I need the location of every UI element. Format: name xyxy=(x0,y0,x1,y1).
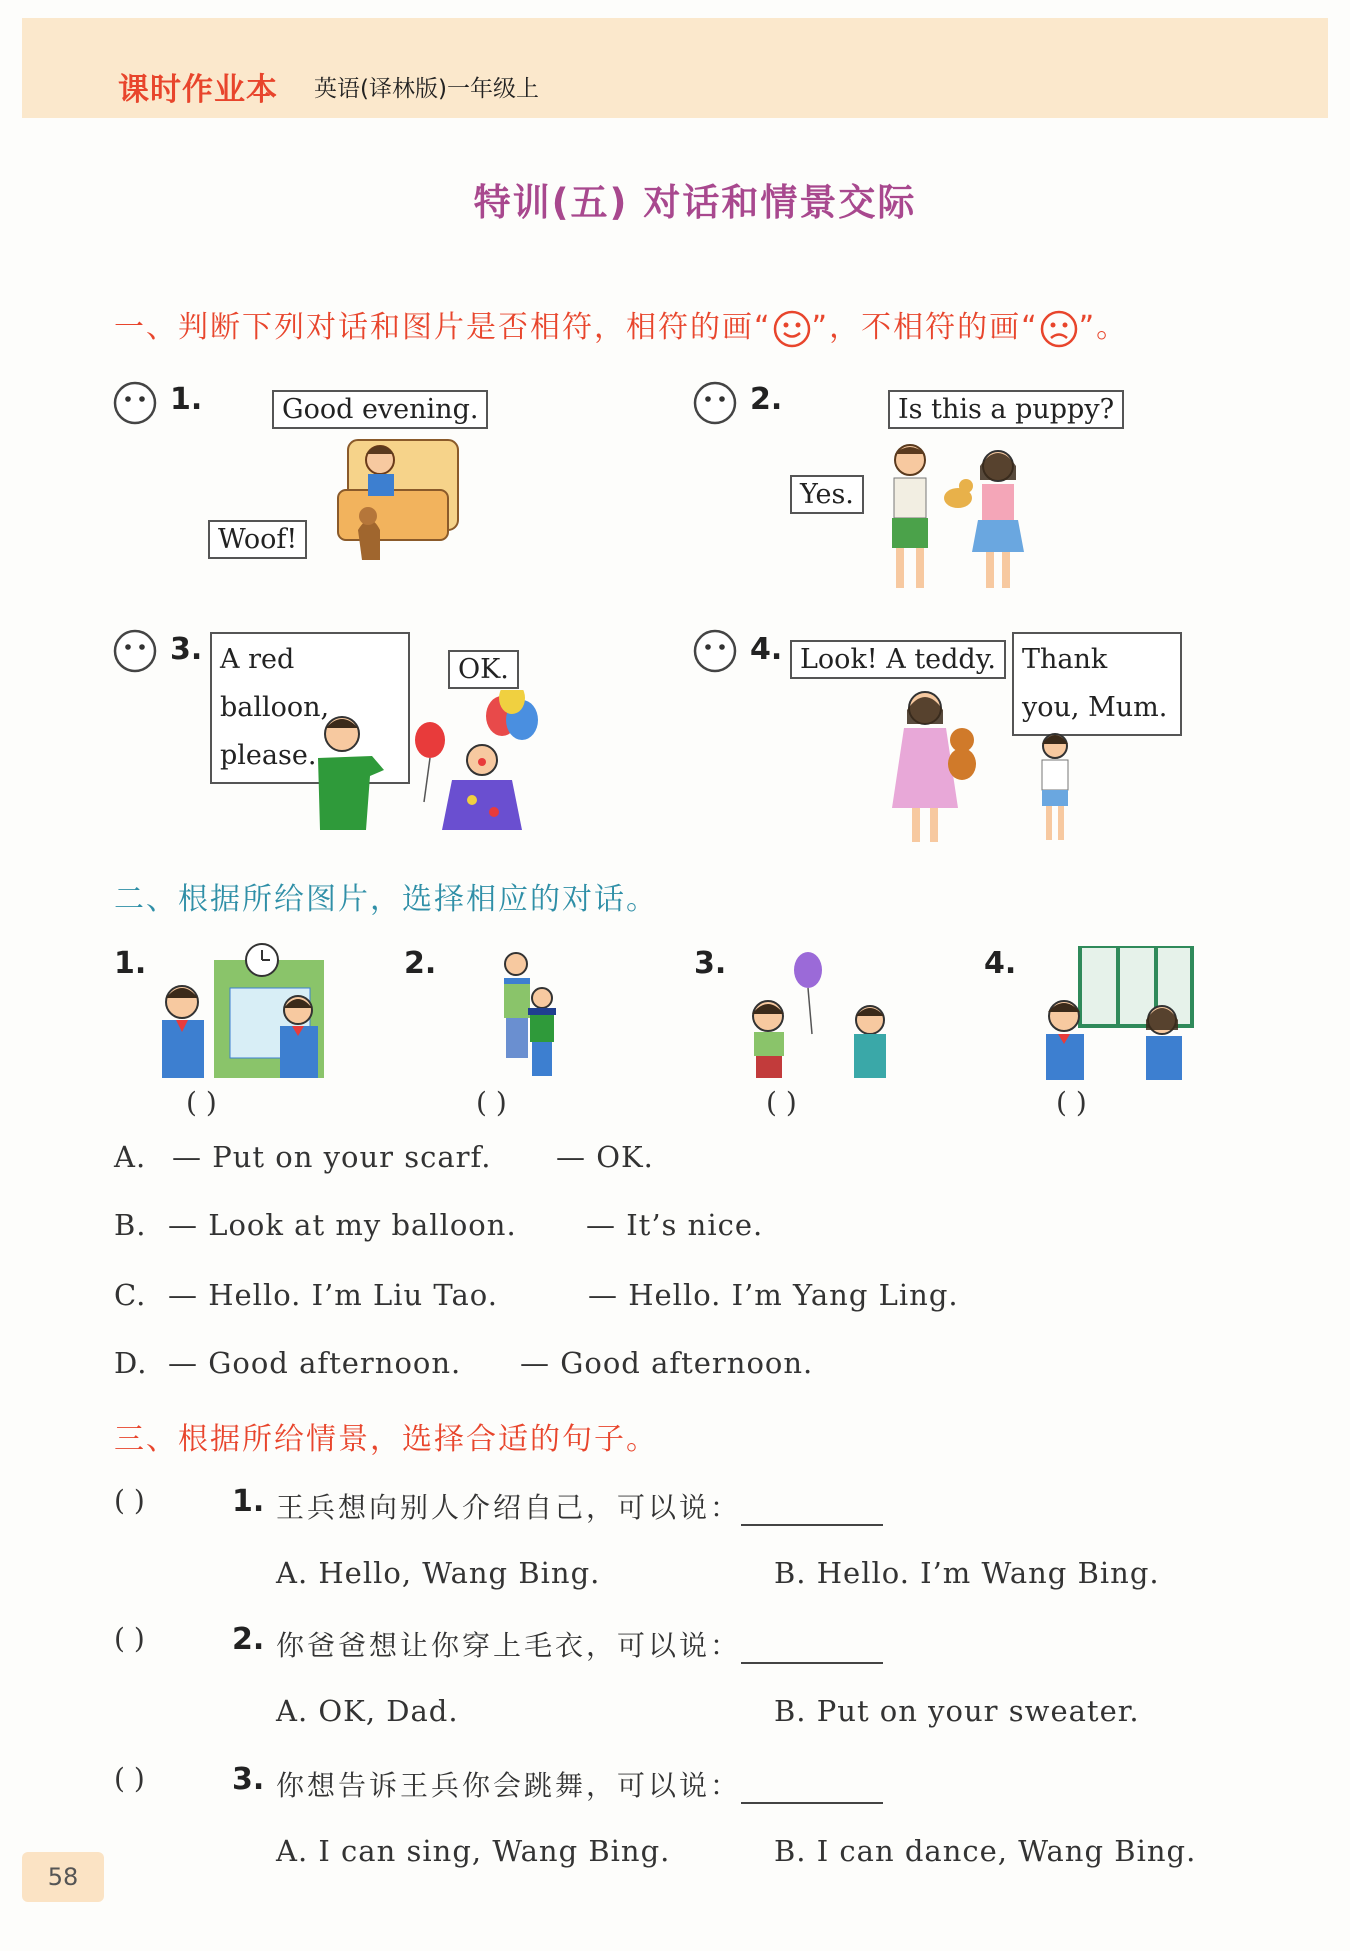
fill-blank-line[interactable] xyxy=(741,1772,883,1804)
speech-bubble: Good evening. xyxy=(272,390,488,429)
question-2-option-a: A. OK, Dad. xyxy=(276,1694,459,1728)
answer-blank[interactable]: ( ) xyxy=(114,1762,145,1795)
option-d-letter: D. xyxy=(114,1346,148,1380)
option-a-letter: A. xyxy=(114,1140,147,1174)
question-3-option-a: A. I can sing, Wang Bing. xyxy=(276,1834,671,1868)
blank-face-icon[interactable] xyxy=(112,628,158,674)
speech-bubble: Is this a puppy? xyxy=(888,390,1124,429)
option-a-line2: — OK. xyxy=(556,1140,654,1174)
answer-blank[interactable]: ( ) xyxy=(1056,1086,1087,1119)
speech-bubble: A red balloon, please. xyxy=(210,632,410,784)
answer-blank[interactable]: ( ) xyxy=(114,1484,145,1517)
speech-bubble: Woof! xyxy=(208,520,307,559)
book-subtitle: 英语(译林版)一年级上 xyxy=(314,76,539,102)
boy-clown-balloons-illustration xyxy=(312,690,552,830)
question-3-number: 3. xyxy=(232,1762,265,1797)
mother-daughter-teddy-illustration xyxy=(880,688,1080,848)
answer-blank[interactable]: ( ) xyxy=(766,1086,797,1119)
brand-title: 课时作业本 xyxy=(118,72,278,108)
question-1-text: 王兵想向别人介绍自己，可以说： xyxy=(276,1486,883,1526)
clock-greeting-illustration xyxy=(152,940,328,1080)
section-1-prefix: 一、判断下列对话和图片是否相符，相符的画“ xyxy=(114,310,772,345)
question-3-option-b: B. I can dance, Wang Bing. xyxy=(774,1834,1197,1868)
blank-face-icon[interactable] xyxy=(692,628,738,674)
speech-bubble: OK. xyxy=(448,650,519,689)
boy-girl-duck-illustration xyxy=(870,440,1040,600)
option-b-line2: — It’s nice. xyxy=(586,1208,764,1242)
answer-blank[interactable]: ( ) xyxy=(476,1086,507,1119)
option-b-letter: B. xyxy=(114,1208,147,1242)
option-c-line2: — Hello. I’m Yang Ling. xyxy=(588,1278,959,1312)
answer-blank[interactable]: ( ) xyxy=(186,1086,217,1119)
question-3-text: 你想告诉王兵你会跳舞，可以说： xyxy=(276,1764,883,1804)
section-1-heading xyxy=(114,302,1128,349)
picture-1-number: 1. xyxy=(114,946,147,981)
picture-3-number: 3. xyxy=(694,946,727,981)
speech-bubble: Yes. xyxy=(790,475,864,514)
option-a-line1: — Put on your scarf. xyxy=(172,1140,492,1174)
section-1-middle: ”，不相符的画“ xyxy=(811,310,1039,345)
item-1-number: 1. xyxy=(170,382,203,417)
balloon-illustration xyxy=(742,946,902,1080)
page-title: 特训(五) 对话和情景交际 xyxy=(473,181,917,224)
section-3-heading: 三、根据所给情景，选择合适的句子。 xyxy=(114,1422,658,1457)
item-4-number: 4. xyxy=(750,632,783,667)
item-2-number: 2. xyxy=(750,382,783,417)
sad-face-icon xyxy=(1039,309,1079,349)
question-1-option-a: A. Hello, Wang Bing. xyxy=(276,1556,601,1590)
speech-bubble: Look! A teddy. xyxy=(790,640,1006,679)
scarf-illustration xyxy=(492,950,564,1080)
question-2-text: 你爸爸想让你穿上毛衣，可以说： xyxy=(276,1624,883,1664)
bedroom-scene-illustration xyxy=(318,430,468,570)
smile-face-icon xyxy=(772,309,812,349)
section-1-suffix: ”。 xyxy=(1078,310,1129,345)
option-c-letter: C. xyxy=(114,1278,147,1312)
section-2-heading: 二、根据所给图片，选择相应的对话。 xyxy=(114,882,658,917)
fill-blank-line[interactable] xyxy=(741,1632,883,1664)
option-c-line1: — Hello. I’m Liu Tao. xyxy=(168,1278,498,1312)
question-2-number: 2. xyxy=(232,1622,265,1657)
option-d-line1: — Good afternoon. xyxy=(168,1346,462,1380)
page-number: 58 xyxy=(22,1852,104,1902)
window-greeting-illustration xyxy=(1028,946,1196,1080)
question-1-number: 1. xyxy=(232,1484,265,1519)
option-d-line2: — Good afternoon. xyxy=(520,1346,814,1380)
question-2-option-b: B. Put on your sweater. xyxy=(774,1694,1140,1728)
blank-face-icon[interactable] xyxy=(692,380,738,426)
fill-blank-line[interactable] xyxy=(741,1494,883,1526)
option-b-line1: — Look at my balloon. xyxy=(168,1208,517,1242)
answer-blank[interactable]: ( ) xyxy=(114,1622,145,1655)
picture-4-number: 4. xyxy=(984,946,1017,981)
blank-face-icon[interactable] xyxy=(112,380,158,426)
question-1-option-b: B. Hello. I’m Wang Bing. xyxy=(774,1556,1160,1590)
picture-2-number: 2. xyxy=(404,946,437,981)
speech-bubble: Thank you, Mum. xyxy=(1012,632,1182,736)
item-3-number: 3. xyxy=(170,632,203,667)
